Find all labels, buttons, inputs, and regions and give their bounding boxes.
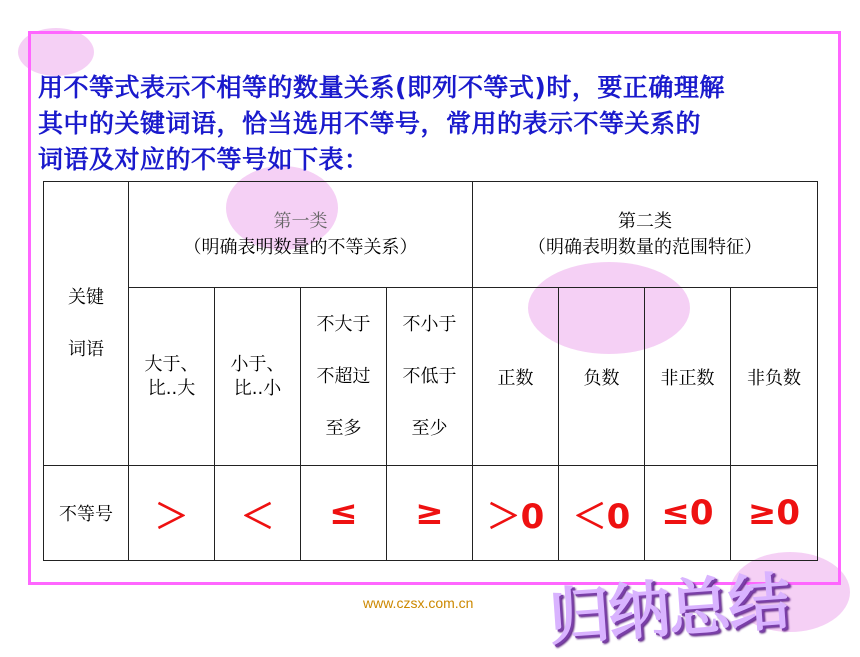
- symbol-label-cell: 不等号: [44, 466, 129, 561]
- keyword-cell-positive: 正数: [473, 288, 559, 466]
- inequality-keyword-table: [43, 181, 818, 561]
- intro-line-3: 词语及对应的不等号如下表：: [38, 145, 370, 174]
- keyword-cell-negative: 负数: [559, 288, 645, 466]
- symbol-leq: ≤: [301, 466, 387, 561]
- intro-line-1: 用不等式表示不相等的数量关系(即列不等式)时，要正确理解: [38, 73, 725, 102]
- group2-header: [473, 182, 818, 288]
- symbol-leq-zero: ≤0: [645, 466, 731, 561]
- keywords-label-line-1: 关键: [68, 286, 104, 308]
- keyword-text: 比..大: [147, 377, 196, 399]
- keyword-cell-not-less: [387, 288, 473, 466]
- keyword-text: 至多: [325, 417, 362, 439]
- intro-line-2: 其中的关键词语，恰当选用不等号，常用的表示不等关系的: [38, 109, 702, 138]
- symbol-greater-zero: ＞0: [473, 466, 559, 561]
- site-watermark: www.czsx.com.cn: [363, 595, 474, 611]
- keyword-cell-non-negative: 非负数: [731, 288, 818, 466]
- symbol-geq-zero: ≥0: [731, 466, 818, 561]
- keyword-cell-non-positive: 非正数: [645, 288, 731, 466]
- keyword-text: 比..小: [233, 377, 282, 399]
- keywords-label-cell: [44, 182, 129, 466]
- group1-header: [129, 182, 473, 288]
- group2-desc: （明确表明数量的范围特征）: [528, 236, 762, 258]
- symbol-less: ＜: [215, 466, 301, 561]
- keyword-text: 大于、: [144, 353, 199, 375]
- summary-wordart: 归纳总结: [546, 564, 791, 655]
- symbol-greater: ＞: [129, 466, 215, 561]
- keyword-cell-greater: [129, 288, 215, 466]
- keyword-text: 小于、: [230, 353, 285, 375]
- group1-title: 第一类: [273, 210, 328, 232]
- intro-paragraph: [38, 70, 828, 178]
- group1-desc: （明确表明数量的不等关系）: [183, 236, 418, 258]
- symbol-geq: ≥: [387, 466, 473, 561]
- keyword-text: 不低于: [402, 365, 457, 387]
- keyword-text: 至少: [411, 417, 448, 439]
- keyword-text: 不小于: [402, 313, 457, 335]
- keyword-text: 不大于: [316, 313, 371, 335]
- keyword-cell-not-greater: [301, 288, 387, 466]
- group2-title: 第二类: [618, 210, 672, 232]
- keyword-text: 不超过: [316, 365, 371, 387]
- keyword-cell-less: [215, 288, 301, 466]
- keywords-label-line-2: 词语: [68, 338, 104, 360]
- symbol-less-zero: ＜0: [559, 466, 645, 561]
